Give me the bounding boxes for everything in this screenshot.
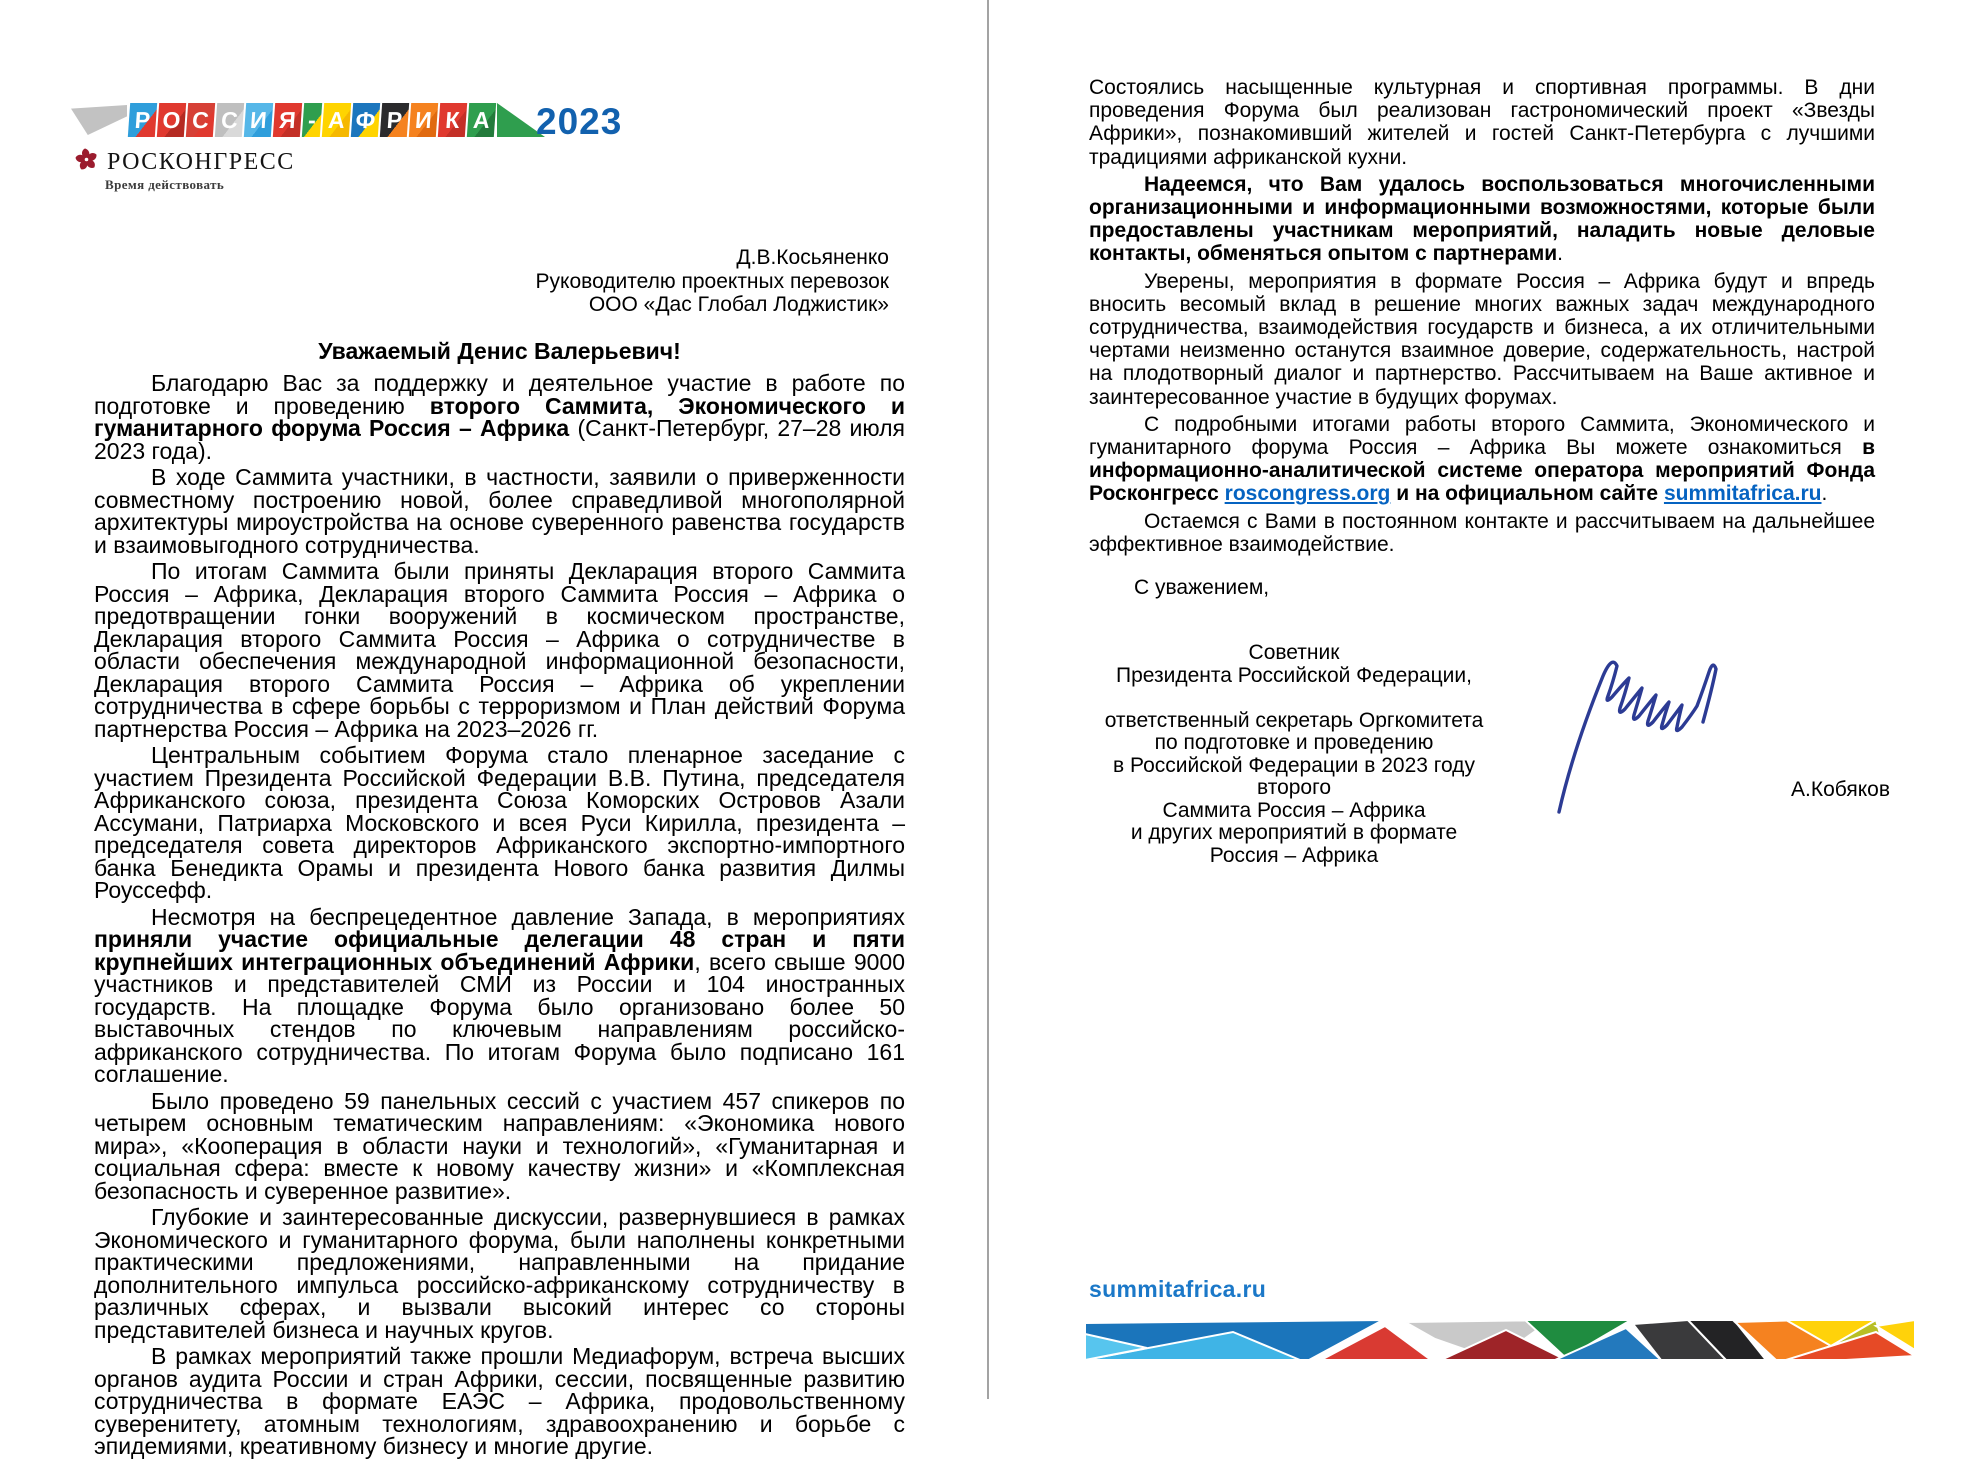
footer-mosaic-banner — [1085, 1320, 1915, 1365]
text-line: в Российской Федерации в 2023 году второго — [1113, 753, 1475, 799]
roscongress-logo — [73, 146, 295, 178]
text-run: (Санкт-Петербург, 27–28 июля 2023 года). — [94, 415, 905, 464]
text-run: Остаемся с Вами в постоянном контакте и рассчитываем на дальнейшее эффективное взаимодействие. — [1089, 509, 1875, 556]
logo-letter-tile: - — [302, 103, 322, 137]
body-paragraph — [94, 1087, 905, 1204]
body-paragraph — [94, 1206, 905, 1341]
signer-name: А.Кобяков — [1791, 778, 1890, 801]
text-run: , всего свыше 9000 участников и представителей СМИ из России и 104 иностранных государств. На площадке Форума было организовано более 50 выставочных стендов по ключевым направлениям российско-африканского сотрудничества. По итогам Форума было подписано 161 соглашение. — [94, 948, 905, 1087]
text-run: . — [1557, 242, 1563, 266]
body-paragraph — [94, 372, 905, 462]
text-run: Уверены, мероприятия в формате Россия – Африка будут и впредь вносить весомый вклад в решение многих важных задач международного сотрудничества, взаимодействия государств и бизнеса, а их отличительными чертами неизменно останутся взаимное доверие, содержательность, настрой на плодотворный диалог и партнерство. Рассчитываем на Ваше активное и заинтересованное участие в будущих форумах. — [1089, 269, 1875, 409]
logo-letter-tile: А — [322, 103, 351, 137]
salutation: Уважаемый Денис Валерьевич! — [318, 338, 681, 364]
body-paragraph — [94, 466, 905, 556]
roscongress-pinwheel-icon — [73, 146, 100, 178]
recipient-block — [94, 246, 889, 317]
logo-letter-tile: Я — [273, 103, 302, 137]
text-line: Россия – Африка — [1209, 843, 1379, 867]
closing-salutation: С уважением, — [1134, 576, 1270, 599]
page-divider — [987, 0, 989, 1399]
roscongress-link[interactable]: roscongress.org — [1224, 482, 1391, 506]
body-paragraph — [94, 744, 905, 902]
roscongress-tagline: Время действовать — [105, 177, 225, 192]
footer-site-link[interactable]: summitafrica.ru — [1089, 1276, 1267, 1302]
text-line: и других мероприятий в формате — [1130, 821, 1458, 844]
text-run: Благодарю Вас за поддержку и деятельное участие в работе по подготовке и проведению — [94, 370, 905, 419]
logo-letter-tile: О — [157, 103, 186, 137]
logo-letter-tile: А — [467, 103, 496, 137]
logo-letter-tile: И — [409, 103, 438, 137]
body-paragraph — [1089, 270, 1875, 409]
handwritten-signature — [1545, 632, 1735, 822]
text-run: Несмотря на беспрецедентное давление Запада, в мероприятиях — [151, 903, 905, 930]
text-line: Президента Российской Федерации, — [1116, 663, 1472, 687]
logo-letter-tile: С — [215, 103, 244, 137]
logo-letter-tile: И — [244, 103, 273, 137]
text-line: Руководителю проектных перевозок — [535, 269, 889, 293]
text-line: по подготовке и проведению — [1154, 731, 1434, 754]
body-paragraph — [94, 1345, 905, 1458]
logo-arrow-icon — [71, 105, 127, 135]
body-paragraph — [1089, 413, 1875, 506]
body-paragraph — [94, 560, 905, 740]
text-run: и на официальном сайте — [1390, 482, 1664, 506]
text-run: Состоялись насыщенные культурная и спортивная программы. В дни проведения Форума был реализован гастрономический проект «Звезды Африки», познакомивший жителей и гостей Санкт-Петербурга с лучшими традициями африканской кухни. — [1089, 76, 1875, 169]
text-line: ответственный секретарь Оргкомитета — [1104, 708, 1484, 732]
text-run: Было проведено 59 панельных сессий с участием 457 спикеров по четырем основным тематическим направлениям: «Экономика нового мира», «Кооперация в области науки и технологий», «Гуманитарная и социальная сфера: вместе к новому качеству жизни» и «Комплексная безопасность и суверенное развитие». — [94, 1087, 905, 1204]
text-line: Саммита Россия – Африка — [1162, 798, 1426, 822]
text-run: По итогам Саммита были приняты Декларация второго Саммита Россия – Африка, Декларация второго Саммита Россия – Африка о предотвращении гонки вооружений в космическом пространстве, Декларация второго Саммита Россия – Африка о сотрудничестве в области обеспечения международной информационной безопасности, Декларация второго Саммита Россия – Африка об укреплении сотрудничества в сфере борьбы с терроризмом и План действий Форума партнерства Россия – Африка на 2023–2026 гг. — [94, 558, 905, 742]
logo-letter-tile: С — [186, 103, 215, 137]
text-run: Надеемся, что Вам удалось воспользоваться многочисленными организационными и информационными возможностями, которые были предоставлены участникам мероприятий, наладить новые деловые контакты, обменяться опытом с партнерами — [1089, 172, 1875, 266]
logo-letter-tile: Р — [380, 103, 409, 137]
body-paragraph — [1089, 173, 1875, 266]
text-line — [1089, 687, 1499, 710]
body-paragraph — [1089, 76, 1875, 169]
text-run: В рамках мероприятий также прошли Медиафорум, встреча высших органов аудита России и стран Африки, сессии, посвященные развитию сотрудничества в формате ЕАЭС – Африка, продовольственному суверенитету, атомным технологиям, здравоохранению и борьбе с эпидемиями, креативному бизнесу и многие другие. — [94, 1343, 905, 1459]
logo-year: 2023 — [536, 101, 623, 142]
text-line: Советник — [1248, 641, 1340, 664]
text-run: второго Саммита, Экономического и гуманитарного форума Россия – Африка — [94, 392, 905, 441]
body-paragraph — [1089, 510, 1875, 556]
text-run: В ходе Саммита участники, в частности, заявили о приверженности совместному построению новой, более справедливой многополярной архитектуры мироустройства на основе суверенного равенства государств и взаимовыгодного сотрудничества. — [94, 464, 905, 558]
logo-letter-tile: К — [438, 103, 467, 137]
text-run: Глубокие и заинтересованные дискуссии, развернувшиеся в рамках Экономического и гуманитарного форума, были наполнены конкретными практическими предложениями, направленными на придание дополнительного импульса российско-африканскому сотрудничеству в различных сферах, и вызвали высокий интерес со стороны представителей бизнеса и научных кругов. — [94, 1204, 905, 1343]
body-paragraph — [94, 903, 905, 1087]
logo-letter-tiles — [129, 103, 495, 137]
summitafrica-link[interactable]: summitafrica.ru — [1663, 482, 1822, 506]
signature-title-block — [1089, 642, 1499, 867]
page1-body — [94, 372, 905, 1462]
logo-letter-tile: Ф — [351, 103, 380, 137]
text-line: Д.В.Косьяненко — [736, 246, 889, 269]
text-run: приняли участие официальные делегации 48 стран и пяти крупнейших интеграционных объединений Африки — [94, 926, 905, 975]
text-run: С подробными итогами работы второго Саммита, Экономического и гуманитарного форума Россия – Африка Вы можете ознакомиться — [1089, 412, 1875, 460]
text-run: Центральным событием Форума стало пленарное заседание с участием Президента Российской Федерации В.В. Путина, председателя Африканского союза, президента Союза Коморских Островов Азали Ассумани, Патриарха Московского и всея Руси Кирилла, президента – председателя совета директоров Африканского экспортно-импортного банка Бенедикта Орамы и президента Нового банка развития Дилмы Роуссефф. — [94, 742, 905, 903]
roscongress-wordmark: РОСКОНГРЕСС — [107, 148, 295, 175]
text-run: в информационно-аналитической системе оператора мероприятий Фонда Росконгресс — [1089, 436, 1875, 506]
logo-letter-tile: Р — [128, 103, 157, 137]
russia-africa-logo — [71, 102, 545, 138]
text-line: ООО «Дас Глобал Лоджистик» — [588, 293, 889, 316]
text-run: . — [1821, 482, 1828, 506]
page2-body — [1089, 76, 1875, 560]
